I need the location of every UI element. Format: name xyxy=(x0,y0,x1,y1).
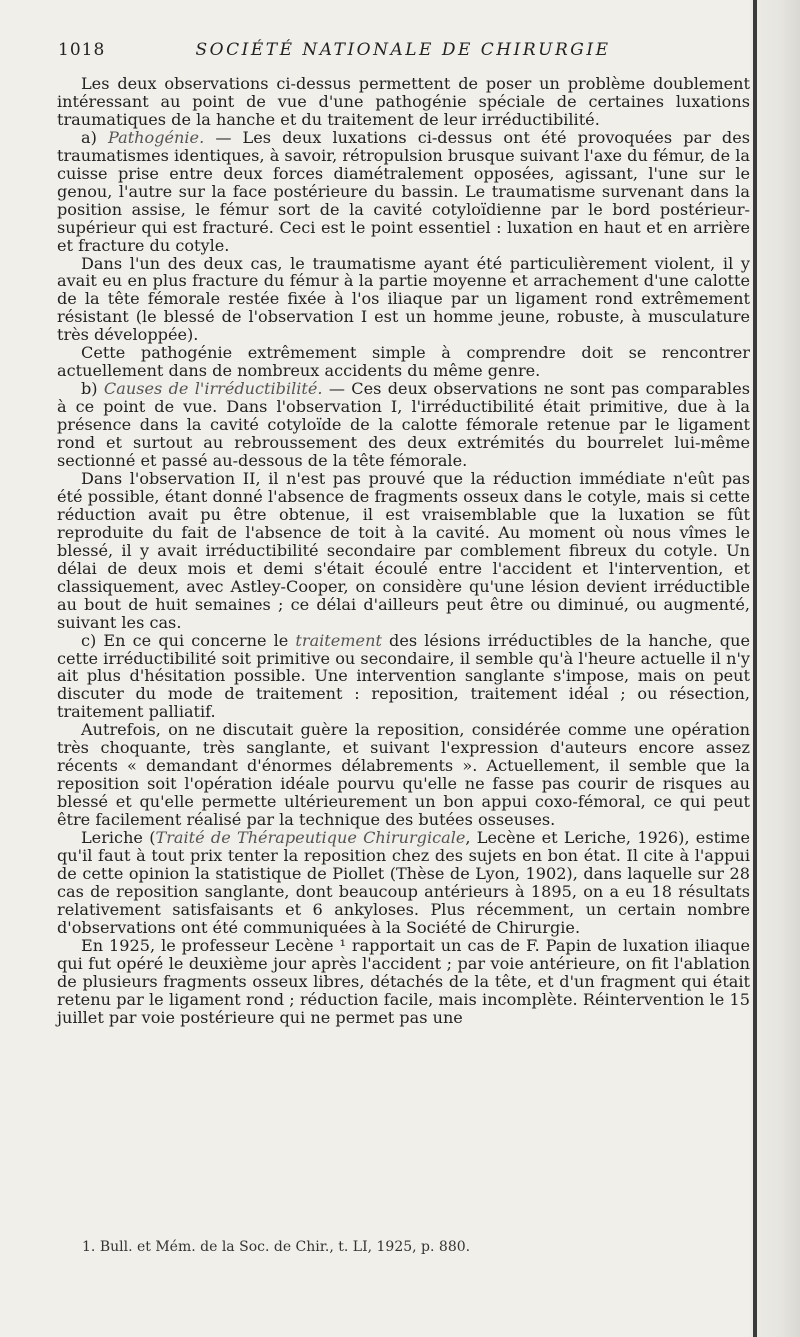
footnote-text: , t. LI, 1925, p. 880. xyxy=(329,1239,471,1255)
paragraph-text: En 1925, le professeur Lecène ¹ rapportait un cas de F. Papin de luxation iliaque qui fut opéré le deuxième jour après l'accident ; par voie antérieure, on fit l'ablation de plusieurs fragments osseux libres, détachés de la tête, et d'un fragment qui était retenu par le ligament rond ; réduction facile, mais incomplète. Réintervention le 15 juillet par voie postérieure qui ne permet pas une xyxy=(57,935,750,1027)
body-text xyxy=(57,75,750,1027)
paragraph-italic-text: Pathogénie. xyxy=(108,127,205,147)
paragraph-text: Cette pathogénie extrêmement simple à comprendre doit se rencontrer actuellement dans de nombreux accidents du même genre. xyxy=(57,343,750,381)
paragraph xyxy=(57,721,750,829)
paragraph xyxy=(57,75,750,129)
paragraph-italic-text: traitement xyxy=(295,630,382,650)
paragraph xyxy=(57,632,750,722)
paragraph xyxy=(57,344,750,380)
footnote-italic-text: Bull. et Mém. de la Soc. de Chir. xyxy=(99,1239,330,1255)
paragraph xyxy=(57,255,750,345)
paragraph-text: des lésions irréductibles de la hanche, que cette irréductibilité soit primitive ou secondaire, il semble qu'à l'heure actuelle il n'y ait plus d'hésitation possible. Une intervention sanglante s'impose, mais on peut discuter du mode de traitement : reposition, traitement idéal ; ou résection, traitement palliatif. xyxy=(57,630,750,722)
paragraph-italic-text: Traité de Thérapeutique Chirurgicale xyxy=(155,828,466,848)
footnote xyxy=(82,1239,742,1255)
paragraph-text: — Ces deux observations ne sont pas comparables à ce point de vue. Dans l'observation I, l'irréductibilité était primitive, due à la présence dans la cavité cotyloïde de la calotte fémorale retenue par le ligament rond et surtout au rebroussement des deux extrémités du bourrelet lui-même sectionné et passé au-dessous de la tête fémorale. xyxy=(57,379,750,471)
paragraph-text: Leriche ( xyxy=(81,828,156,848)
page-binding-edge xyxy=(750,0,800,1337)
paragraph-text: a) xyxy=(81,127,108,147)
paragraph-text: Autrefois, on ne discutait guère la reposition, considérée comme une opération très choquante, très sanglante, et suivant l'expression d'auteurs encore assez récents « demandant d'énormes délabrements ». Actuellement, il semble que la reposition soit l'opération idéale pourvu qu'elle ne fasse pas courir de risques au blessé et qu'elle permette ultérieurement un bon appui coxo-fémoral, ce qui peut être facilement réalisé par la technique des butées osseuses. xyxy=(57,720,750,830)
paragraph xyxy=(57,129,750,255)
paragraph-text: c) En ce qui concerne le xyxy=(81,630,296,650)
running-title: SOCIÉTÉ NATIONALE DE CHIRURGIE xyxy=(195,40,611,60)
paragraph-text: Les deux observations ci-dessus permettent de poser un problème doublement intéressant au point de vue d'une pathogénie spéciale de certaines luxations traumatiques de la hanche et du traitement de leur irréductibilité. xyxy=(57,74,750,129)
paragraph xyxy=(57,380,750,470)
paragraph-text: , Lecène et Leriche, 1926), estime qu'il faut à tout prix tenter la reposition chez des sujets en bon état. Il cite à l'appui de cette opinion la statistique de Piollet (Thèse de Lyon, 1902), dans laquelle sur 28 cas de reposition sanglante, dont beaucoup antérieurs à 1895, on a eu 18 résultats relativement satisfaisants et 6 ankyloses. Plus récemment, un certain nombre d'observations ont été communiquées à la Société de Chirurgie. xyxy=(57,828,750,937)
paragraph-text: Dans l'observation II, il n'est pas prouvé que la réduction immédiate n'eût pas été possible, étant donné l'absence de fragments osseux dans le cotyle, mais si cette réduction avait pu être obtenue, il est vraisemblable que la luxation se fût reproduite du fait de l'absence de toit à la cavité. Au moment où nous vîmes le blessé, il y avait irréductibilité secondaire par comblement fibreux du cotyle. Un délai de deux mois et demi s'était écoulé entre l'accident et l'intervention, et classiquement, avec Astley-Cooper, on considère qu'une lésion devient irréductible au bout de huit semaines ; ce délai d'ailleurs peut être ou diminué, ou augmenté, suivant les cas. xyxy=(57,468,750,632)
paragraph-italic-text: Causes de l'irréductibilité. xyxy=(103,379,323,399)
paragraph xyxy=(57,937,750,1027)
paragraph xyxy=(57,470,750,632)
paragraph-text: b) xyxy=(81,379,104,399)
footnote-text: 1. xyxy=(82,1239,100,1255)
paragraph xyxy=(57,829,750,937)
page-number: 1018 xyxy=(58,40,106,60)
paragraph-text: — Les deux luxations ci-dessus ont été provoquées par des traumatismes identiques, à savoir, rétropulsion brusque suivant l'axe du fémur, de la cuisse prise entre deux forces diamétralement opposées, agissant, l'une sur le genou, l'autre sur la face postérieure du bassin. Le traumatisme survenant dans la position assise, le fémur sort de la cavité cotyloïdienne par le bord postérieur-supérieur qui est fracturé. Ceci est le point essentiel : luxation en haut et en arrière et fracture du cotyle. xyxy=(57,127,750,255)
paragraph-text: Dans l'un des deux cas, le traumatisme ayant été particulièrement violent, il y avait eu en plus fracture du fémur à la partie moyenne et arrachement d'une calotte de la tête fémorale restée fixée à l'os iliaque par un ligament rond extrêmement résistant (le blessé de l'observation I est un homme jeune, robuste, à musculature très développée). xyxy=(57,253,750,345)
page-header xyxy=(58,40,748,64)
